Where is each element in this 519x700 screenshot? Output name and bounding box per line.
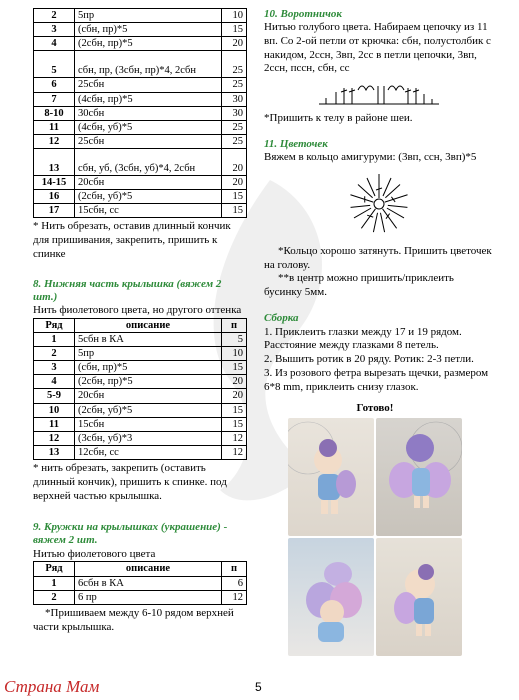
photo-toy-side xyxy=(376,538,462,656)
col-header-row: Ряд xyxy=(34,318,75,332)
row-description: 6сбн в КА xyxy=(75,576,222,590)
table-row xyxy=(34,9,247,23)
assembly-title: Сборка xyxy=(264,311,299,324)
row-number: 13 xyxy=(34,445,75,459)
section8-table xyxy=(33,318,247,460)
row-count: 10 xyxy=(222,9,247,23)
row-description: (сбн, пр)*5 xyxy=(75,23,222,37)
row-count: 20 xyxy=(222,37,247,51)
table-row xyxy=(34,576,247,590)
row-description: 20сбн xyxy=(75,176,222,190)
table-row xyxy=(34,204,247,218)
finished-photos xyxy=(288,402,462,656)
table-row xyxy=(34,176,247,190)
row-count: 15 xyxy=(222,190,247,204)
row-number: 7 xyxy=(34,92,75,106)
table-row xyxy=(34,403,247,417)
col-header-row: Ряд xyxy=(34,562,75,576)
table-row xyxy=(34,190,247,204)
table-row xyxy=(34,347,247,361)
row-count: 15 xyxy=(222,23,247,37)
row-description: сбн, уб, (3сбн, уб)*4, 2сбн xyxy=(75,149,222,176)
site-logo[interactable]: Страна Мам xyxy=(4,677,100,696)
row-description: (2сбн, уб)*5 xyxy=(75,190,222,204)
table-row xyxy=(34,51,247,78)
row-number: 2 xyxy=(34,347,75,361)
table-row xyxy=(34,106,247,120)
row-count: 15 xyxy=(222,361,247,375)
row-description: 5пр xyxy=(75,9,222,23)
row-count: 25 xyxy=(222,134,247,148)
row-number: 12 xyxy=(34,431,75,445)
row-number: 3 xyxy=(34,23,75,37)
row-description: 15сбн xyxy=(75,417,222,431)
row-description: (2сбн, пр)*5 xyxy=(75,37,222,51)
row-count: 20 xyxy=(222,375,247,389)
section9-title: 9. Кружки на крылышках (украшение) - вяжем 2 шт. xyxy=(33,521,228,547)
table-row xyxy=(34,417,247,431)
table-row xyxy=(34,92,247,106)
table-row xyxy=(34,149,247,176)
row-description: 5пр xyxy=(75,347,222,361)
row-count: 12 xyxy=(222,445,247,459)
row-number: 14-15 xyxy=(34,176,75,190)
row-number: 1 xyxy=(34,332,75,346)
row-description: 12сбн, сс xyxy=(75,445,222,459)
row-description: сбн, пр, (3сбн, пр)*4, 2сбн xyxy=(75,51,222,78)
row-count: 20 xyxy=(222,176,247,190)
section11-text: Вяжем в кольцо амигуруми: (3вп, ссн, 3вп)*5 xyxy=(264,151,477,164)
row-description: 25сбн xyxy=(75,78,222,92)
row-number: 2 xyxy=(34,590,75,604)
row-description: (сбн, пр)*5 xyxy=(75,361,222,375)
section11-note1: *Кольцо хорошо затянуть. Пришить цветочек на голову. xyxy=(264,244,492,271)
flower-diagram-icon xyxy=(334,169,424,239)
row-description: (2сбн, уб)*5 xyxy=(75,403,222,417)
section9-table xyxy=(33,561,247,604)
row-count: 15 xyxy=(222,417,247,431)
assembly-step-2: 2. Вышить ротик в 20 ряду. Ротик: 2-3 петли. xyxy=(264,353,474,366)
row-description: 15сбн, сс xyxy=(75,204,222,218)
row-count: 15 xyxy=(222,403,247,417)
table-row xyxy=(34,134,247,148)
row-description: 20сбн xyxy=(75,389,222,403)
row-number: 1 xyxy=(34,576,75,590)
table-row xyxy=(34,590,247,604)
table-row xyxy=(34,389,247,403)
row-number: 16 xyxy=(34,190,75,204)
row-number: 11 xyxy=(34,417,75,431)
section8-title: 8. Нижняя часть крылышка (вяжем 2 шт.) xyxy=(33,277,222,303)
section9-intro: Нитью фиолетового цвета xyxy=(33,547,156,560)
section10-note: *Пришить к телу в районе шеи. xyxy=(264,112,413,125)
section8-intro: Нить фиолетового цвета, но другого оттенка xyxy=(33,304,242,316)
row-number: 6 xyxy=(34,78,75,92)
row-count: 25 xyxy=(222,51,247,78)
row-description: 25сбн xyxy=(75,134,222,148)
table-row xyxy=(34,332,247,346)
section9-note: *Пришиваем между 6-10 рядом верхней части крылышка. xyxy=(33,606,234,633)
row-count: 12 xyxy=(222,590,247,604)
photo-toy-lying xyxy=(288,538,374,656)
section11-note2: **в центр можно пришить/приклеить бусинку 5мм. xyxy=(264,272,454,299)
section10-text: Нитью голубого цвета. Набираем цепочку из 11 вп. Со 2-ой петли от крючка: сбн, полустолбик с накидом, 2ссн, 3вп, 2сс в петли цепочки, 3вп, 2ссн, пссн, сбн, сс xyxy=(264,21,491,75)
photo-toy-front xyxy=(288,418,374,536)
assembly-step-1: 1. Приклеить глазки между 17 и 19 рядом. Расстояние между глазками 8 петель. xyxy=(264,325,462,352)
table-row xyxy=(34,375,247,389)
row-number: 13 xyxy=(34,149,75,176)
row-number: 11 xyxy=(34,120,75,134)
row-description: (4сбн, пр)*5 xyxy=(75,92,222,106)
collar-diagram-icon xyxy=(314,80,444,108)
row-count: 25 xyxy=(222,120,247,134)
right-column xyxy=(264,8,494,656)
left-column xyxy=(33,8,247,634)
row-count: 6 xyxy=(222,576,247,590)
assembly-step-3: 3. Из розового фетра вырезать щечки, размером 6*8 mm, приклеить снизу глазок. xyxy=(264,366,489,393)
row-count: 20 xyxy=(222,389,247,403)
row-number: 10 xyxy=(34,403,75,417)
photo-toy-back xyxy=(376,418,462,536)
table1-note: * Нить обрезать, оставив длинный кончик для пришивания, закрепить, пришить к спинке xyxy=(33,220,231,260)
row-count: 30 xyxy=(222,106,247,120)
col-header-desc: описание xyxy=(75,318,222,332)
row-number: 2 xyxy=(34,9,75,23)
row-number: 5-9 xyxy=(34,389,75,403)
row-number: 3 xyxy=(34,361,75,375)
page-number: 5 xyxy=(255,680,262,694)
row-number: 5 xyxy=(34,51,75,78)
ready-label: Готово! xyxy=(356,402,394,415)
row-description: (3сбн, уб)*3 xyxy=(75,431,222,445)
row-description: 6 пр xyxy=(75,590,222,604)
table-row xyxy=(34,431,247,445)
table-row xyxy=(34,361,247,375)
table-row xyxy=(34,23,247,37)
row-count: 5 xyxy=(222,332,247,346)
col-header-n: п xyxy=(222,562,247,576)
row-count: 25 xyxy=(222,78,247,92)
row-description: 30сбн xyxy=(75,106,222,120)
table-body-continuation xyxy=(33,8,247,218)
table-row xyxy=(34,120,247,134)
row-number: 4 xyxy=(34,375,75,389)
row-count: 12 xyxy=(222,431,247,445)
row-count: 15 xyxy=(222,204,247,218)
row-number: 8-10 xyxy=(34,106,75,120)
row-description: (2сбн, пр)*5 xyxy=(75,375,222,389)
row-description: (4сбн, уб)*5 xyxy=(75,120,222,134)
section11-title: 11. Цветочек xyxy=(264,137,328,150)
table-row xyxy=(34,78,247,92)
row-description: 5сбн в КА xyxy=(75,332,222,346)
table-row xyxy=(34,445,247,459)
row-count: 30 xyxy=(222,92,247,106)
col-header-n: п xyxy=(222,318,247,332)
col-header-desc: описание xyxy=(75,562,222,576)
row-number: 12 xyxy=(34,134,75,148)
row-count: 10 xyxy=(222,347,247,361)
section8-note: * нить обрезать, закрепить (оставить длинный кончик), пришить к спинке. под верхней частью крылышка. xyxy=(33,462,227,502)
row-number: 4 xyxy=(34,37,75,51)
section10-title: 10. Воротничок xyxy=(264,8,342,20)
table-row xyxy=(34,37,247,51)
row-count: 20 xyxy=(222,149,247,176)
row-number: 17 xyxy=(34,204,75,218)
